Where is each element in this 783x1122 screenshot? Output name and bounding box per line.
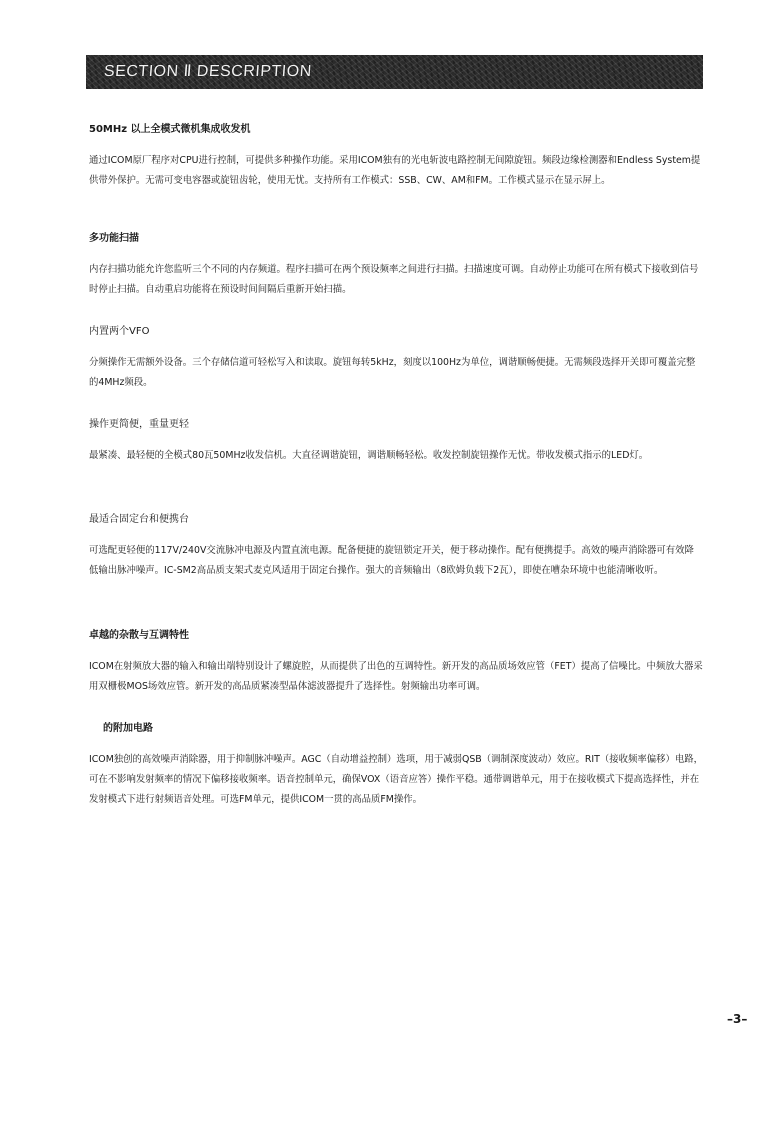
section-dual-vfo — [89, 325, 703, 393]
page-number: –3– — [727, 1012, 748, 1026]
section-intermodulation — [89, 629, 703, 697]
section-body: 通过ICOM原厂程序对CPU进行控制，可提供多种操作功能。采用ICOM独有的光电斩波电路控制无间隙旋钮。频段边缘检测器和Endless System提供带外保护。无需可变电容器或旋钮齿轮，使用无忧。支持所有工作模式：SSB、CW、AM和FM。工作模式显示在显示屏上。 — [89, 155, 701, 186]
section-body: 分频操作无需额外设备。三个存储信道可轻松写入和读取。旋钮每转5kHz，刻度以100Hz为单位，调谐顺畅便捷。无需频段选择开关即可覆盖完整的4MHz频段。 — [89, 357, 696, 388]
section-heading: 卓越的杂散与互调特性 — [89, 630, 189, 641]
section-heading: 的附加电路 — [103, 723, 153, 734]
section-body: 内存扫描功能允许您监听三个不同的内存频道。程序扫描可在两个预设频率之间进行扫描。扫描速度可调。自动停止功能可在所有模式下接收到信号时停止扫描。自动重启功能将在预设时间间隔后重新开始扫描。 — [89, 264, 699, 295]
section-heading: 50MHz 以上全模式微机集成收发机 — [89, 124, 251, 135]
section-scanning — [89, 232, 703, 300]
section-title: SECTION Ⅱ DESCRIPTION — [103, 63, 313, 80]
section-fixed-portable — [89, 513, 703, 581]
section-heading: 最适合固定台和便携台 — [89, 514, 189, 525]
section-additional-circuits — [89, 722, 703, 810]
section-heading: 操作更简便，重量更轻 — [89, 419, 189, 430]
section-lightweight — [89, 418, 703, 466]
section-heading: 内置两个VFO — [89, 326, 150, 337]
section-banner — [86, 55, 703, 89]
section-body: 最紧凑、最轻便的全模式80瓦50MHz收发信机。大直径调谐旋钮，调谐顺畅轻松。收发控制旋钮操作无忧。带收发模式指示的LED灯。 — [89, 450, 649, 461]
section-heading: 多功能扫描 — [89, 233, 139, 244]
section-body: ICOM独创的高效噪声消除器，用于抑制脉冲噪声。AGC（自动增益控制）选项，用于减弱QSB（调制深度波动）效应。RIT（接收频率偏移）电路，可在不影响发射频率的情况下偏移接收频率。语音控制单元，确保VOX（语音应答）操作平稳。通带调谐单元，用于在接收模式下提高选择性，并在发射模式下进行射频语音处理。可选FM单元，提供ICOM一贯的高品质FM操作。 — [89, 754, 703, 805]
section-body: ICOM在射频放大器的输入和输出端特别设计了螺旋腔，从而提供了出色的互调特性。新开发的高品质场效应管（FET）提高了信噪比。中频放大器采用双栅极MOS场效应管。新开发的高品质紧凑型晶体滤波器提升了选择性。射频输出功率可调。 — [89, 661, 703, 692]
section-body: 可选配更轻便的117V/240V交流脉冲电源及内置直流电源。配备便捷的旋钮锁定开关，便于移动操作。配有便携提手。高效的噪声消除器可有效降低输出脉冲噪声。IC-SM2高品质支架式麦克风适用于固定台操作。强大的音频输出（8欧姆负载下2瓦），即使在嘈杂环境中也能清晰收听。 — [89, 545, 694, 576]
section-all-mode-transceiver — [89, 123, 703, 191]
